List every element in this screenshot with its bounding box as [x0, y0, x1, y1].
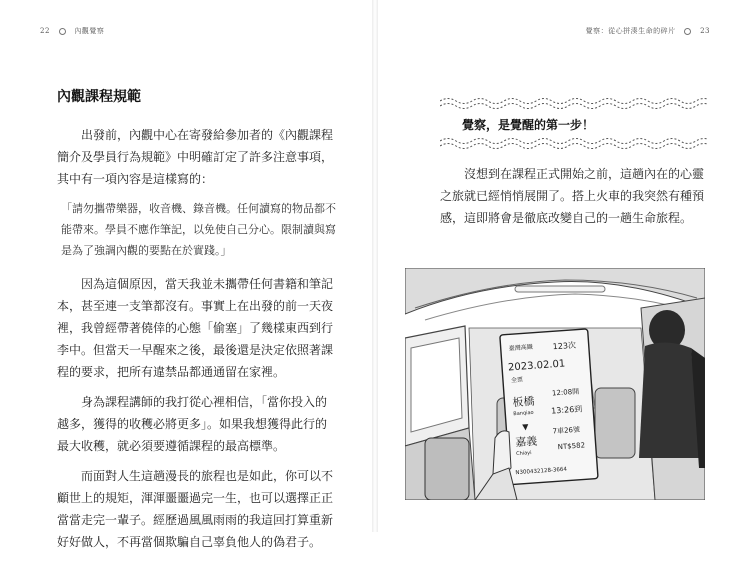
ticket-serial: N300432128-3664: [515, 466, 568, 477]
block-quote: 「請勿攜帶樂器，收音機、錄音機。任何讀寫的物品都不能帶來。學員不應作筆記，以免使自己分心。限制讀與寫是為了強調內觀的要點在於實踐。」: [61, 202, 336, 257]
circle-ornament-icon: [684, 28, 691, 35]
ticket-car: 123次: [552, 340, 577, 352]
ticket-depart-time: 12:08開: [551, 387, 580, 398]
ticket-from-station: 板橋: [512, 394, 535, 410]
ticket-arrive-time: 13:26到: [550, 404, 583, 416]
circle-ornament-icon: [59, 28, 66, 35]
paragraph-belief: 身為課程講師的我打從心裡相信，「當你投入的越多，獲得的收穫必將更多」。如果我想獲得此行的最大收穫，就必須要遵循課程的最高標準。: [57, 395, 328, 453]
paragraph-life-journey: 而面對人生這趟漫長的旅程也是如此，你可以不顧世上的規矩，渾渾噩噩過完一生，也可以選擇正正當當走完一輩子。經歷過風風雨雨的我這回打算重新好好做人，不再當個欺騙自己辜負他人的偽君子。: [57, 469, 334, 549]
ticket-price: NT$582: [557, 441, 586, 452]
ticket-seat: 7車26號: [552, 425, 581, 436]
right-running-header: [586, 26, 710, 36]
paragraph-preparation: 因為這個原因，當天我並未攜帶任何書籍和筆記本，甚至連一支筆都沒有。事實上在出發的前一天夜裡，我曾經帶著僥倖的心態「偷塞」了幾樣東西到行李中。但當天一早醒來之後，最後還是決定依照著課程的要求，把所有違禁品都通通留在家裡。: [57, 277, 334, 379]
right-body-text: [440, 163, 712, 229]
right-running-head-title: 覺察：從心拼湊生命的碎片: [585, 27, 676, 35]
train-ticket-illustration: [405, 268, 705, 500]
ticket-from-station-en: Banqiao: [513, 409, 534, 418]
section-title: 內觀課程規範: [57, 89, 141, 105]
ticket-seat-class: 全票: [510, 376, 524, 385]
ticket-line-name: 臺灣高鐵: [508, 343, 533, 353]
right-page-number: 23: [700, 27, 710, 35]
ticket-direction-arrow-icon: ▼: [521, 422, 529, 432]
left-body-text: [57, 124, 337, 561]
left-running-head-title: 內觀覺察: [74, 27, 105, 35]
paragraph-train-journey: 沒想到在課程正式開始之前，這趟內在的心靈之旅就已經悄悄展開了。搭上火車的我突然有種預感，這即將會是徹底改變自己的一趟生命旅程。: [440, 167, 705, 225]
left-running-header: [40, 26, 104, 36]
callout-heading: 覺察，是覺醒的第一步！: [462, 118, 595, 132]
ticket-to-station-en: Chiayi: [515, 450, 532, 458]
left-page: [0, 0, 372, 549]
ticket-date: 2023.02.01: [507, 358, 566, 374]
ticket-to-station: 嘉義: [514, 434, 538, 450]
wavy-divider-bottom-icon: [440, 136, 708, 150]
paragraph-intro: 出發前，內觀中心在寄發給參加者的《內觀課程簡介及學員行為規範》中明確訂定了許多注意事項，其中有一項內容是這樣寫的：: [57, 128, 334, 186]
wavy-divider-top-icon: [440, 96, 708, 110]
left-page-number: 22: [40, 27, 50, 35]
